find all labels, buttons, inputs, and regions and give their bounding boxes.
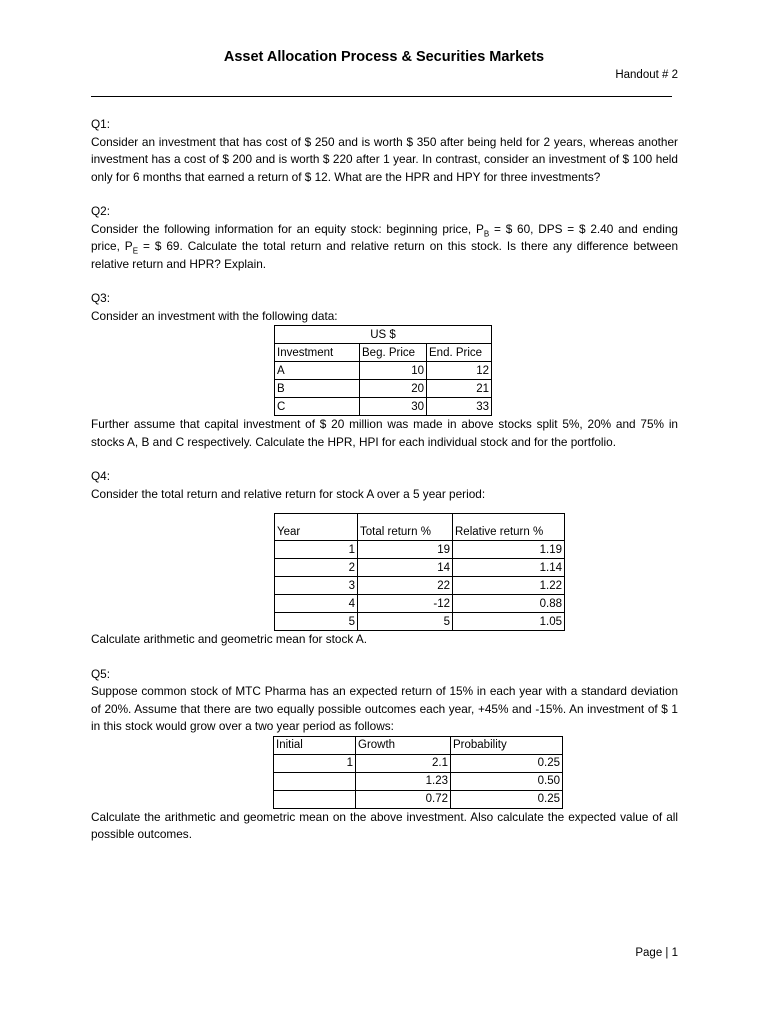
table-cell: 1.23 [356,772,451,790]
table-header-cell: End. Price [427,344,492,362]
table-header-cell: Probability [451,736,563,754]
q4-label: Q4: [91,469,111,483]
table-cell: B [275,380,360,398]
q2-text-part-2: = $ 60, DPS = $ 2.40 and ending price, P [91,221,678,253]
table-cell: A [275,362,360,380]
table-header-cell: Relative return % [453,514,565,541]
table-cell: 3 [275,577,358,595]
q1-text: Consider an investment that has cost of $ 250 and is worth $ 350 after being held for 2 years, whereas another investment has a cost of $ 200 and is worth $ 220 after 1 year. In contrast, consider an investment of $ 100 held only for 6 months that earned a return of $ 12. What are the HPR and HPY for three investments? [91,134,678,184]
q2-text [91,221,678,274]
table-cell: 1.14 [453,559,565,577]
table-cell: 10 [360,362,427,380]
q4-table [274,513,565,631]
q3-currency-header: US $ [275,326,492,344]
table-header-cell: Beg. Price [360,344,427,362]
q3-after-text: Further assume that capital investment of $ 20 million was made in above stocks split 5%, 20% and 75% in stocks A, B and C respectively. Calculate the HPR, HPI for each individual stock and for the portfolio. [91,417,678,449]
table-row [274,772,563,790]
table-cell: -12 [358,595,453,613]
handout-number: Handout # 2 [615,69,678,81]
table-cell: C [275,398,360,416]
table-cell: 1 [274,754,356,772]
q3-intro: Consider an investment with the following data: [91,308,338,323]
table-header-cell: Investment [275,344,360,362]
table-cell: 19 [358,541,453,559]
table-cell: 0.25 [451,790,563,808]
document-title: Asset Allocation Process & Securities Markets [223,49,545,65]
q1-label: Q1: [91,117,111,131]
table-row [275,398,492,416]
q3-table [274,325,492,416]
table-cell: 12 [427,362,492,380]
table-row [275,595,565,613]
table-cell: 21 [427,380,492,398]
q2-text-part-1: Consider the following information for an equity stock: beginning price, P [91,221,484,236]
table-cell [274,772,356,790]
q5-table [273,736,563,809]
table-cell: 2 [275,559,358,577]
q5-label: Q5: [91,666,111,681]
table-cell: 30 [360,398,427,416]
table-row [274,736,563,754]
table-header-cell: Total return % [358,514,453,541]
table-row [275,344,492,362]
table-header-cell: Year [275,514,358,541]
table-cell: 2.1 [356,754,451,772]
q3-label: Q3: [91,291,111,305]
table-cell: 1.05 [453,613,565,631]
table-cell: 1.19 [453,541,565,559]
table-cell: 20 [360,380,427,398]
table-cell: 4 [275,595,358,613]
table-header-cell: Growth [356,736,451,754]
table-cell: 0.25 [451,754,563,772]
table-cell [274,790,356,808]
q5-intro: Suppose common stock of MTC Pharma has an expected return of 15% in each year with a standard deviation of 20%. Assume that there are two equally possible outcomes each year, +45% and -15%. An investment of $ 1 in this stock would grow over a two year period as follows: [91,684,678,733]
table-cell: 5 [275,613,358,631]
page-number: Page | 1 [635,947,678,959]
table-cell: 0.50 [451,772,563,790]
table-row [275,326,492,344]
document-body [91,116,678,844]
table-cell: 1 [275,541,358,559]
q2-subscript-e: E [132,246,139,256]
q5-after-text: Calculate the arithmetic and geometric mean on the above investment. Also calculate the expected value of all possible outcomes. [91,809,678,841]
table-cell: 1.22 [453,577,565,595]
table-cell: 22 [358,577,453,595]
table-row [274,754,563,772]
q2-label: Q2: [91,204,111,218]
table-cell: 0.72 [356,790,451,808]
table-cell: 14 [358,559,453,577]
q4-after-text: Calculate arithmetic and geometric mean for stock A. [91,632,368,646]
table-row [274,790,563,808]
table-row [275,613,565,631]
table-header-cell: Initial [274,736,356,754]
table-cell: 0.88 [453,595,565,613]
table-row [275,514,565,541]
table-cell: 33 [427,398,492,416]
table-row [275,362,492,380]
table-cell: 5 [358,613,453,631]
table-row [275,577,565,595]
q2-text-part-3: = $ 69. Calculate the total return and relative return on this stock. Is there any difference between relative return and HPR? Explain. [91,239,679,271]
table-row [275,559,565,577]
header-rule [91,96,672,97]
q4-intro: Consider the total return and relative return for stock A over a 5 year period: [91,486,486,501]
table-row [275,380,492,398]
q2-subscript-b: B [483,228,490,238]
table-row [275,541,565,559]
